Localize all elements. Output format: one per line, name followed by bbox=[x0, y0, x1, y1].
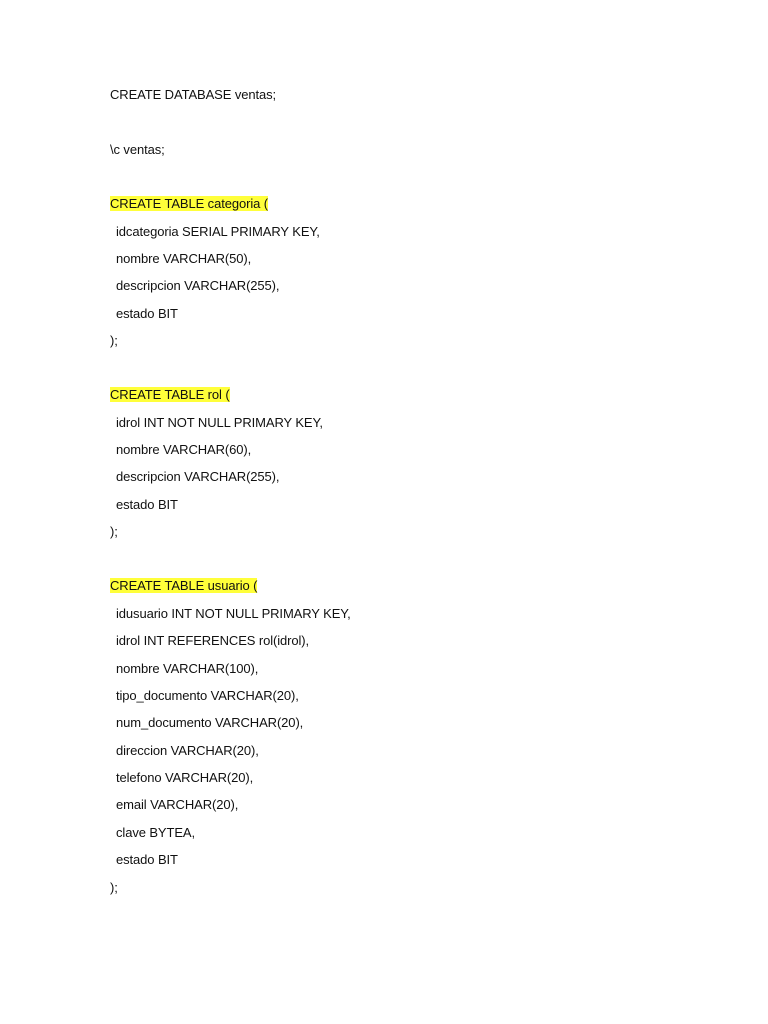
sql-line-column: nombre VARCHAR(60), bbox=[116, 442, 252, 457]
sql-line-column: email VARCHAR(20), bbox=[116, 797, 239, 812]
sql-line-column: estado BIT bbox=[116, 497, 178, 512]
sql-line-column: descripcion VARCHAR(255), bbox=[116, 278, 280, 293]
sql-line-column: idusuario INT NOT NULL PRIMARY KEY, bbox=[116, 606, 351, 621]
highlighted-text: CREATE TABLE rol ( bbox=[110, 387, 230, 402]
sql-line-close: ); bbox=[110, 524, 118, 539]
sql-line-column: tipo_documento VARCHAR(20), bbox=[116, 688, 299, 703]
sql-line-column: clave BYTEA, bbox=[116, 825, 195, 840]
sql-line-column: nombre VARCHAR(50), bbox=[116, 251, 252, 266]
sql-line-column: num_documento VARCHAR(20), bbox=[116, 715, 304, 730]
sql-line-column: direccion VARCHAR(20), bbox=[116, 743, 259, 758]
sql-line-column: idrol INT NOT NULL PRIMARY KEY, bbox=[116, 415, 323, 430]
sql-line-column: descripcion VARCHAR(255), bbox=[116, 469, 280, 484]
sql-line-column: estado BIT bbox=[116, 306, 178, 321]
highlighted-text: CREATE TABLE categoria ( bbox=[110, 196, 268, 211]
sql-line-create-table-rol bbox=[110, 387, 230, 403]
highlighted-text: CREATE TABLE usuario ( bbox=[110, 578, 258, 593]
sql-line-close: ); bbox=[110, 880, 118, 895]
sql-line-close: ); bbox=[110, 333, 118, 348]
sql-line-column: nombre VARCHAR(100), bbox=[116, 661, 259, 676]
sql-line-column: telefono VARCHAR(20), bbox=[116, 770, 254, 785]
sql-line-create-table-categoria bbox=[110, 196, 268, 212]
sql-line-connect: \c ventas; bbox=[110, 142, 165, 157]
sql-line-column: estado BIT bbox=[116, 852, 178, 867]
sql-line-create-table-usuario bbox=[110, 578, 257, 594]
sql-line-column: idrol INT REFERENCES rol(idrol), bbox=[116, 633, 310, 648]
sql-line-create-database: CREATE DATABASE ventas; bbox=[110, 87, 277, 102]
sql-line-column: idcategoria SERIAL PRIMARY KEY, bbox=[116, 224, 320, 239]
